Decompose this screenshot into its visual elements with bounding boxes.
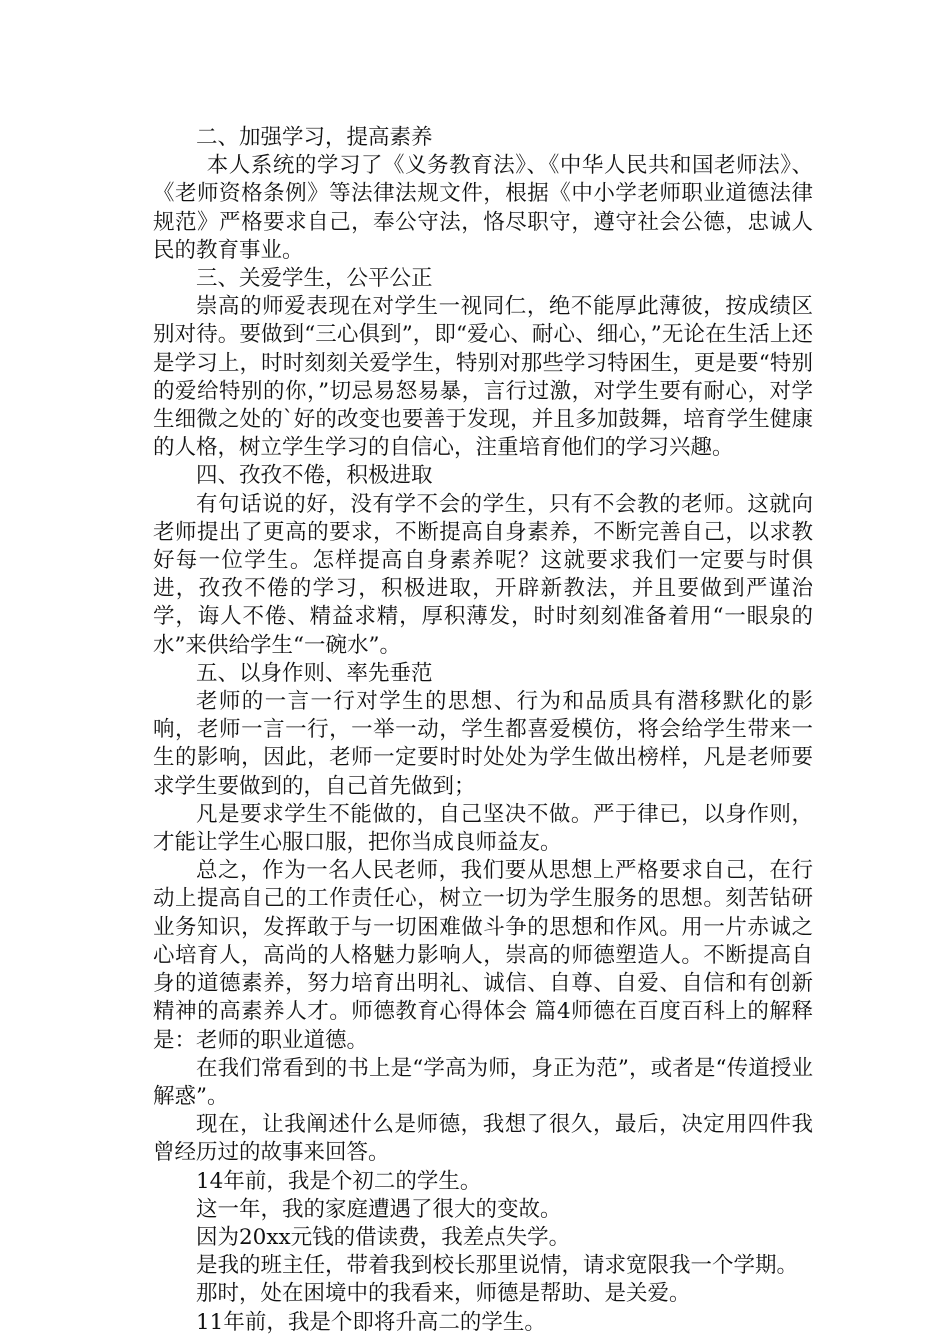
paragraph-story-line-4: 是我的班主任，带着我到校长那里说情，请求宽限我一个学期。	[196, 1253, 799, 1279]
paragraph-story-line-1: 14年前，我是个初二的学生。	[196, 1168, 482, 1194]
section-heading-5: 五、以身作则、率先垂范	[196, 660, 433, 686]
paragraph-keep-learning: 有句话说的好，没有学不会的学生，只有不会教的老师。这就向老师提出了更高的要求，不断提高自身素养，不断完善自己，以求教好每一位学生。怎样提高自身素养呢？这就要求我们一定要与时俱进，孜孜不倦的学习，积极进取，开辟新教法，并且要做到严谨治学，诲人不倦、精益求精，厚积薄发，时时刻刻准备着用“一眼泉的水”来供给学生“一碗水”。	[153, 491, 813, 658]
paragraph-summary: 总之，作为一名人民老师，我们要从思想上严格要求自己，在行动上提高自己的工作责任心，树立一切为学生服务的思想。刻苦钻研业务知识，发挥敢于与一切困难做斗争的思想和作风。用一片赤诚之心培育人，高尚的人格魅力影响人，崇高的师德塑造人。不断提高自身的道德素养，努力培育出明礼、诚信、自尊、自爱、自信和有创新精神的高素养人才。师德教育心得体会 篇4师德在百度百科上的解释是：老师的职业道德。	[153, 858, 813, 1053]
section-heading-3: 三、关爱学生，公平公正	[196, 266, 433, 292]
document-body	[153, 124, 813, 1337]
paragraph-study-laws: 本人系统的学习了《义务教育法》、《中华人民共和国老师法》、《老师资格条例》等法律法规文件，根据《中小学老师职业道德法律规范》严格要求自己，奉公守法，恪尽职守，遵守社会公德，忠诚人民的教育事业。	[153, 153, 813, 263]
paragraph-story-line-3: 因为20xx元钱的借读费，我差点失学。	[196, 1224, 571, 1250]
paragraph-lead-by-example: 老师的一言一行对学生的思想、行为和品质具有潜移默化的影响，老师一言一行，一举一动，学生都喜爱模仿，将会给学生带来一生的影响，因此，老师一定要时时处处为学生做出榜样，凡是老师要求学生要做到的，自己首先做到；	[153, 689, 813, 799]
paragraph-story-line-5: 那时，处在困境中的我看来，师德是帮助、是关爱。	[196, 1281, 691, 1307]
paragraph-story-line-6: 11年前，我是个即将升高二的学生。	[196, 1309, 546, 1335]
section-heading-4: 四、孜孜不倦，积极进取	[196, 463, 433, 489]
paragraph-care-students: 崇高的师爱表现在对学生一视同仁，绝不能厚此薄彼，按成绩区别对待。要做到“三心俱到”，即“爱心、耐心、细心，”无论在生活上还是学习上，时时刻刻关爱学生，特别对那些学习特困生，更是要“特别的爱给特别的你，”切忌易怒易暴，言行过激，对学生要有耐心，对学生细微之处的`好的改变也要善于发现，并且多加鼓舞，培育学生健康的人格，树立学生学习的自信心，注重培育他们的学习兴趣。	[153, 294, 813, 461]
paragraph-four-stories: 现在，让我阐述什么是师德，我想了很久，最后，决定用四件我曾经历过的故事来回答。	[153, 1112, 813, 1166]
paragraph-book-quote: 在我们常看到的书上是“学高为师，身正为范”，或者是“传道授业解惑”。	[153, 1055, 813, 1109]
section-heading-2: 二、加强学习，提高素养	[196, 125, 433, 150]
paragraph-story-line-2: 这一年，我的家庭遭遇了很大的变故。	[196, 1196, 562, 1222]
paragraph-self-discipline: 凡是要求学生不能做的，自己坚决不做。严于律已，以身作则，才能让学生心服口服，把你当成良师益友。	[153, 801, 813, 856]
